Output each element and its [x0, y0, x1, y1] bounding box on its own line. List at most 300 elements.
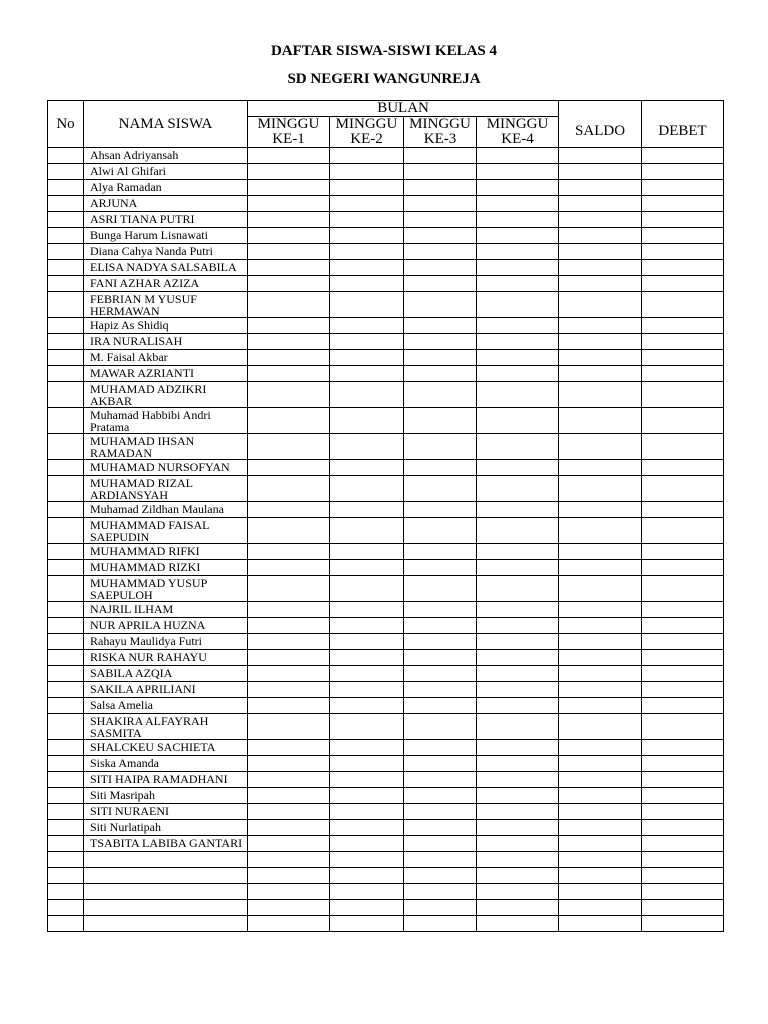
cell-student-name[interactable]	[84, 852, 248, 868]
cell-student-name[interactable]: FANI AZHAR AZIZA	[84, 276, 248, 292]
cell-debet[interactable]	[642, 916, 724, 932]
cell-week-2[interactable]	[330, 560, 404, 576]
cell-week-1[interactable]	[248, 148, 330, 164]
cell-student-name[interactable]: Bunga Harum Lisnawati	[84, 228, 248, 244]
cell-no[interactable]	[48, 666, 84, 682]
cell-student-name[interactable]: SITI HAIPA RAMADHANI	[84, 772, 248, 788]
cell-no[interactable]	[48, 164, 84, 180]
cell-week-2[interactable]	[330, 180, 404, 196]
cell-debet[interactable]	[642, 164, 724, 180]
cell-debet[interactable]	[642, 460, 724, 476]
cell-no[interactable]	[48, 740, 84, 756]
cell-student-name[interactable]: Alya Ramadan	[84, 180, 248, 196]
cell-debet[interactable]	[642, 212, 724, 228]
cell-no[interactable]	[48, 868, 84, 884]
cell-week-3[interactable]	[404, 576, 477, 602]
cell-debet[interactable]	[642, 602, 724, 618]
cell-saldo[interactable]	[559, 382, 642, 408]
cell-week-3[interactable]	[404, 634, 477, 650]
cell-student-name[interactable]: ASRI TIANA PUTRI	[84, 212, 248, 228]
cell-week-2[interactable]	[330, 544, 404, 560]
cell-debet[interactable]	[642, 260, 724, 276]
cell-no[interactable]	[48, 634, 84, 650]
cell-week-4[interactable]	[477, 714, 559, 740]
cell-no[interactable]	[48, 756, 84, 772]
cell-week-3[interactable]	[404, 148, 477, 164]
cell-student-name[interactable]: Rahayu Maulidya Futri	[84, 634, 248, 650]
cell-week-2[interactable]	[330, 518, 404, 544]
cell-saldo[interactable]	[559, 244, 642, 260]
cell-week-3[interactable]	[404, 180, 477, 196]
cell-debet[interactable]	[642, 900, 724, 916]
cell-week-3[interactable]	[404, 196, 477, 212]
cell-debet[interactable]	[642, 714, 724, 740]
cell-week-4[interactable]	[477, 382, 559, 408]
cell-week-3[interactable]	[404, 244, 477, 260]
cell-saldo[interactable]	[559, 460, 642, 476]
cell-week-1[interactable]	[248, 900, 330, 916]
cell-student-name[interactable]: MUHAMAD NURSOFYAN	[84, 460, 248, 476]
cell-student-name[interactable]: Siti Nurlatipah	[84, 820, 248, 836]
cell-student-name[interactable]: Alwi Al Ghifari	[84, 164, 248, 180]
cell-week-3[interactable]	[404, 772, 477, 788]
cell-week-3[interactable]	[404, 518, 477, 544]
cell-student-name[interactable]: TSABITA LABIBA GANTARI	[84, 836, 248, 852]
cell-week-4[interactable]	[477, 350, 559, 366]
cell-week-2[interactable]	[330, 756, 404, 772]
cell-student-name[interactable]	[84, 916, 248, 932]
cell-week-3[interactable]	[404, 740, 477, 756]
cell-week-2[interactable]	[330, 868, 404, 884]
cell-student-name[interactable]: ARJUNA	[84, 196, 248, 212]
cell-week-3[interactable]	[404, 804, 477, 820]
cell-no[interactable]	[48, 576, 84, 602]
cell-week-1[interactable]	[248, 260, 330, 276]
cell-week-3[interactable]	[404, 836, 477, 852]
cell-week-2[interactable]	[330, 576, 404, 602]
cell-no[interactable]	[48, 212, 84, 228]
cell-week-2[interactable]	[330, 164, 404, 180]
cell-week-4[interactable]	[477, 318, 559, 334]
cell-saldo[interactable]	[559, 180, 642, 196]
cell-week-2[interactable]	[330, 212, 404, 228]
cell-week-3[interactable]	[404, 618, 477, 634]
cell-week-1[interactable]	[248, 408, 330, 434]
cell-student-name[interactable]: Salsa Amelia	[84, 698, 248, 714]
cell-week-1[interactable]	[248, 852, 330, 868]
cell-week-4[interactable]	[477, 212, 559, 228]
cell-student-name[interactable]: MUHAMAD RIZAL ARDIANSYAH	[84, 476, 248, 502]
cell-week-2[interactable]	[330, 602, 404, 618]
cell-week-1[interactable]	[248, 788, 330, 804]
cell-week-1[interactable]	[248, 518, 330, 544]
cell-student-name[interactable]	[84, 868, 248, 884]
cell-week-1[interactable]	[248, 350, 330, 366]
cell-week-3[interactable]	[404, 350, 477, 366]
cell-week-2[interactable]	[330, 820, 404, 836]
cell-week-2[interactable]	[330, 502, 404, 518]
cell-saldo[interactable]	[559, 804, 642, 820]
cell-week-1[interactable]	[248, 292, 330, 318]
cell-week-4[interactable]	[477, 868, 559, 884]
cell-no[interactable]	[48, 714, 84, 740]
cell-saldo[interactable]	[559, 634, 642, 650]
cell-student-name[interactable]: Ahsan Adriyansah	[84, 148, 248, 164]
cell-debet[interactable]	[642, 148, 724, 164]
cell-no[interactable]	[48, 698, 84, 714]
cell-student-name[interactable]: SHALCKEU SACHIETA	[84, 740, 248, 756]
cell-week-1[interactable]	[248, 666, 330, 682]
cell-week-3[interactable]	[404, 292, 477, 318]
cell-week-4[interactable]	[477, 900, 559, 916]
cell-saldo[interactable]	[559, 476, 642, 502]
cell-student-name[interactable]: MUHAMMAD YUSUP SAEPULOH	[84, 576, 248, 602]
cell-saldo[interactable]	[559, 148, 642, 164]
cell-week-2[interactable]	[330, 650, 404, 666]
cell-week-3[interactable]	[404, 318, 477, 334]
cell-week-1[interactable]	[248, 502, 330, 518]
cell-debet[interactable]	[642, 518, 724, 544]
cell-saldo[interactable]	[559, 576, 642, 602]
cell-debet[interactable]	[642, 476, 724, 502]
cell-debet[interactable]	[642, 820, 724, 836]
cell-student-name[interactable]: Siska Amanda	[84, 756, 248, 772]
cell-week-1[interactable]	[248, 682, 330, 698]
cell-week-1[interactable]	[248, 164, 330, 180]
cell-no[interactable]	[48, 244, 84, 260]
cell-week-1[interactable]	[248, 244, 330, 260]
cell-week-3[interactable]	[404, 682, 477, 698]
cell-saldo[interactable]	[559, 350, 642, 366]
cell-week-2[interactable]	[330, 666, 404, 682]
cell-no[interactable]	[48, 460, 84, 476]
cell-week-4[interactable]	[477, 366, 559, 382]
cell-week-3[interactable]	[404, 852, 477, 868]
cell-saldo[interactable]	[559, 884, 642, 900]
cell-week-1[interactable]	[248, 602, 330, 618]
cell-week-1[interactable]	[248, 366, 330, 382]
cell-debet[interactable]	[642, 772, 724, 788]
cell-no[interactable]	[48, 260, 84, 276]
cell-saldo[interactable]	[559, 650, 642, 666]
cell-week-4[interactable]	[477, 196, 559, 212]
cell-week-4[interactable]	[477, 772, 559, 788]
cell-week-2[interactable]	[330, 460, 404, 476]
cell-week-4[interactable]	[477, 916, 559, 932]
cell-debet[interactable]	[642, 180, 724, 196]
cell-debet[interactable]	[642, 682, 724, 698]
cell-week-4[interactable]	[477, 804, 559, 820]
cell-saldo[interactable]	[559, 502, 642, 518]
cell-debet[interactable]	[642, 756, 724, 772]
cell-week-3[interactable]	[404, 916, 477, 932]
cell-week-4[interactable]	[477, 180, 559, 196]
cell-no[interactable]	[48, 884, 84, 900]
cell-week-3[interactable]	[404, 434, 477, 460]
cell-debet[interactable]	[642, 228, 724, 244]
cell-week-2[interactable]	[330, 408, 404, 434]
cell-saldo[interactable]	[559, 228, 642, 244]
cell-week-3[interactable]	[404, 228, 477, 244]
cell-week-2[interactable]	[330, 334, 404, 350]
cell-week-4[interactable]	[477, 560, 559, 576]
cell-debet[interactable]	[642, 852, 724, 868]
cell-week-3[interactable]	[404, 366, 477, 382]
cell-week-4[interactable]	[477, 740, 559, 756]
cell-saldo[interactable]	[559, 560, 642, 576]
cell-no[interactable]	[48, 916, 84, 932]
cell-no[interactable]	[48, 804, 84, 820]
cell-debet[interactable]	[642, 502, 724, 518]
cell-no[interactable]	[48, 382, 84, 408]
cell-student-name[interactable]: MUHAMMAD FAISAL SAEPUDIN	[84, 518, 248, 544]
cell-week-2[interactable]	[330, 682, 404, 698]
cell-week-4[interactable]	[477, 576, 559, 602]
cell-no[interactable]	[48, 228, 84, 244]
cell-week-2[interactable]	[330, 318, 404, 334]
cell-no[interactable]	[48, 148, 84, 164]
cell-debet[interactable]	[642, 740, 724, 756]
cell-debet[interactable]	[642, 560, 724, 576]
cell-debet[interactable]	[642, 366, 724, 382]
cell-debet[interactable]	[642, 666, 724, 682]
cell-week-1[interactable]	[248, 382, 330, 408]
cell-student-name[interactable]	[84, 900, 248, 916]
cell-week-3[interactable]	[404, 260, 477, 276]
cell-week-2[interactable]	[330, 836, 404, 852]
cell-week-1[interactable]	[248, 772, 330, 788]
cell-week-4[interactable]	[477, 820, 559, 836]
cell-week-3[interactable]	[404, 884, 477, 900]
cell-no[interactable]	[48, 434, 84, 460]
cell-week-4[interactable]	[477, 852, 559, 868]
cell-week-2[interactable]	[330, 434, 404, 460]
cell-debet[interactable]	[642, 408, 724, 434]
cell-week-4[interactable]	[477, 666, 559, 682]
cell-saldo[interactable]	[559, 164, 642, 180]
cell-week-3[interactable]	[404, 382, 477, 408]
cell-week-3[interactable]	[404, 476, 477, 502]
cell-saldo[interactable]	[559, 756, 642, 772]
cell-week-3[interactable]	[404, 334, 477, 350]
cell-week-3[interactable]	[404, 164, 477, 180]
cell-student-name[interactable]: MUHAMMAD RIFKI	[84, 544, 248, 560]
cell-no[interactable]	[48, 618, 84, 634]
cell-week-2[interactable]	[330, 148, 404, 164]
cell-week-3[interactable]	[404, 602, 477, 618]
cell-saldo[interactable]	[559, 820, 642, 836]
cell-no[interactable]	[48, 682, 84, 698]
cell-week-1[interactable]	[248, 318, 330, 334]
cell-no[interactable]	[48, 650, 84, 666]
cell-student-name[interactable]: MUHAMMAD RIZKI	[84, 560, 248, 576]
cell-saldo[interactable]	[559, 366, 642, 382]
cell-student-name[interactable]: Muhamad Zildhan Maulana	[84, 502, 248, 518]
cell-student-name[interactable]	[84, 884, 248, 900]
cell-week-3[interactable]	[404, 502, 477, 518]
cell-week-4[interactable]	[477, 634, 559, 650]
cell-week-3[interactable]	[404, 666, 477, 682]
cell-week-1[interactable]	[248, 560, 330, 576]
cell-student-name[interactable]: SHAKIRA ALFAYRAH SASMITA	[84, 714, 248, 740]
cell-debet[interactable]	[642, 434, 724, 460]
cell-week-4[interactable]	[477, 602, 559, 618]
cell-week-3[interactable]	[404, 650, 477, 666]
cell-saldo[interactable]	[559, 714, 642, 740]
cell-week-2[interactable]	[330, 350, 404, 366]
cell-no[interactable]	[48, 366, 84, 382]
cell-week-2[interactable]	[330, 884, 404, 900]
cell-saldo[interactable]	[559, 318, 642, 334]
cell-debet[interactable]	[642, 650, 724, 666]
cell-no[interactable]	[48, 820, 84, 836]
cell-week-4[interactable]	[477, 276, 559, 292]
cell-debet[interactable]	[642, 276, 724, 292]
cell-no[interactable]	[48, 518, 84, 544]
cell-week-2[interactable]	[330, 260, 404, 276]
cell-week-2[interactable]	[330, 276, 404, 292]
cell-debet[interactable]	[642, 836, 724, 852]
cell-week-3[interactable]	[404, 544, 477, 560]
cell-week-2[interactable]	[330, 804, 404, 820]
cell-week-4[interactable]	[477, 292, 559, 318]
cell-week-1[interactable]	[248, 180, 330, 196]
cell-week-1[interactable]	[248, 650, 330, 666]
cell-week-4[interactable]	[477, 260, 559, 276]
cell-saldo[interactable]	[559, 682, 642, 698]
cell-student-name[interactable]: SITI NURAENI	[84, 804, 248, 820]
cell-week-4[interactable]	[477, 756, 559, 772]
cell-week-2[interactable]	[330, 916, 404, 932]
cell-student-name[interactable]: FEBRIAN M YUSUF HERMAWAN	[84, 292, 248, 318]
cell-week-2[interactable]	[330, 228, 404, 244]
cell-week-1[interactable]	[248, 804, 330, 820]
cell-week-1[interactable]	[248, 476, 330, 502]
cell-student-name[interactable]: MUHAMAD IHSAN RAMADAN	[84, 434, 248, 460]
cell-week-1[interactable]	[248, 334, 330, 350]
cell-week-4[interactable]	[477, 836, 559, 852]
cell-week-4[interactable]	[477, 682, 559, 698]
cell-debet[interactable]	[642, 244, 724, 260]
cell-saldo[interactable]	[559, 618, 642, 634]
cell-debet[interactable]	[642, 884, 724, 900]
cell-student-name[interactable]: ELISA NADYA SALSABILA	[84, 260, 248, 276]
cell-debet[interactable]	[642, 350, 724, 366]
cell-week-1[interactable]	[248, 544, 330, 560]
cell-week-1[interactable]	[248, 868, 330, 884]
cell-no[interactable]	[48, 544, 84, 560]
cell-week-4[interactable]	[477, 650, 559, 666]
cell-saldo[interactable]	[559, 292, 642, 318]
cell-week-2[interactable]	[330, 366, 404, 382]
cell-week-2[interactable]	[330, 244, 404, 260]
cell-week-4[interactable]	[477, 148, 559, 164]
cell-no[interactable]	[48, 788, 84, 804]
cell-week-4[interactable]	[477, 476, 559, 502]
cell-week-2[interactable]	[330, 900, 404, 916]
cell-week-1[interactable]	[248, 460, 330, 476]
cell-week-1[interactable]	[248, 916, 330, 932]
cell-week-2[interactable]	[330, 618, 404, 634]
cell-week-3[interactable]	[404, 714, 477, 740]
cell-no[interactable]	[48, 852, 84, 868]
cell-saldo[interactable]	[559, 916, 642, 932]
cell-week-2[interactable]	[330, 714, 404, 740]
cell-saldo[interactable]	[559, 518, 642, 544]
cell-week-4[interactable]	[477, 408, 559, 434]
cell-no[interactable]	[48, 318, 84, 334]
cell-week-1[interactable]	[248, 820, 330, 836]
cell-week-1[interactable]	[248, 756, 330, 772]
cell-student-name[interactable]: NAJRIL ILHAM	[84, 602, 248, 618]
cell-no[interactable]	[48, 900, 84, 916]
cell-no[interactable]	[48, 560, 84, 576]
cell-week-2[interactable]	[330, 740, 404, 756]
cell-saldo[interactable]	[559, 276, 642, 292]
cell-student-name[interactable]: Muhamad Habbibi Andri Pratama	[84, 408, 248, 434]
cell-saldo[interactable]	[559, 544, 642, 560]
cell-debet[interactable]	[642, 382, 724, 408]
cell-week-2[interactable]	[330, 476, 404, 502]
cell-student-name[interactable]: Hapiz As Shidiq	[84, 318, 248, 334]
cell-week-1[interactable]	[248, 228, 330, 244]
cell-student-name[interactable]: IRA NURALISAH	[84, 334, 248, 350]
cell-week-3[interactable]	[404, 868, 477, 884]
cell-saldo[interactable]	[559, 260, 642, 276]
cell-week-1[interactable]	[248, 698, 330, 714]
cell-student-name[interactable]: RISKA NUR RAHAYU	[84, 650, 248, 666]
cell-no[interactable]	[48, 350, 84, 366]
cell-week-4[interactable]	[477, 434, 559, 460]
cell-saldo[interactable]	[559, 408, 642, 434]
cell-week-2[interactable]	[330, 292, 404, 318]
cell-student-name[interactable]: MAWAR AZRIANTI	[84, 366, 248, 382]
cell-week-4[interactable]	[477, 518, 559, 544]
cell-no[interactable]	[48, 196, 84, 212]
cell-student-name[interactable]: Siti Masripah	[84, 788, 248, 804]
cell-week-3[interactable]	[404, 460, 477, 476]
cell-saldo[interactable]	[559, 334, 642, 350]
cell-student-name[interactable]: SABILA AZQIA	[84, 666, 248, 682]
cell-saldo[interactable]	[559, 666, 642, 682]
cell-debet[interactable]	[642, 576, 724, 602]
cell-saldo[interactable]	[559, 740, 642, 756]
cell-week-3[interactable]	[404, 788, 477, 804]
cell-student-name[interactable]: Diana Cahya Nanda Putri	[84, 244, 248, 260]
cell-debet[interactable]	[642, 318, 724, 334]
cell-week-4[interactable]	[477, 618, 559, 634]
cell-student-name[interactable]: NUR APRILA HUZNA	[84, 618, 248, 634]
cell-saldo[interactable]	[559, 852, 642, 868]
cell-no[interactable]	[48, 180, 84, 196]
cell-debet[interactable]	[642, 618, 724, 634]
cell-saldo[interactable]	[559, 868, 642, 884]
cell-week-4[interactable]	[477, 544, 559, 560]
cell-week-3[interactable]	[404, 756, 477, 772]
cell-week-4[interactable]	[477, 460, 559, 476]
cell-week-3[interactable]	[404, 212, 477, 228]
cell-week-4[interactable]	[477, 244, 559, 260]
cell-week-4[interactable]	[477, 164, 559, 180]
cell-week-3[interactable]	[404, 408, 477, 434]
cell-week-2[interactable]	[330, 772, 404, 788]
cell-week-2[interactable]	[330, 634, 404, 650]
cell-student-name[interactable]: M. Faisal Akbar	[84, 350, 248, 366]
cell-debet[interactable]	[642, 196, 724, 212]
cell-no[interactable]	[48, 502, 84, 518]
cell-week-1[interactable]	[248, 276, 330, 292]
cell-week-3[interactable]	[404, 276, 477, 292]
